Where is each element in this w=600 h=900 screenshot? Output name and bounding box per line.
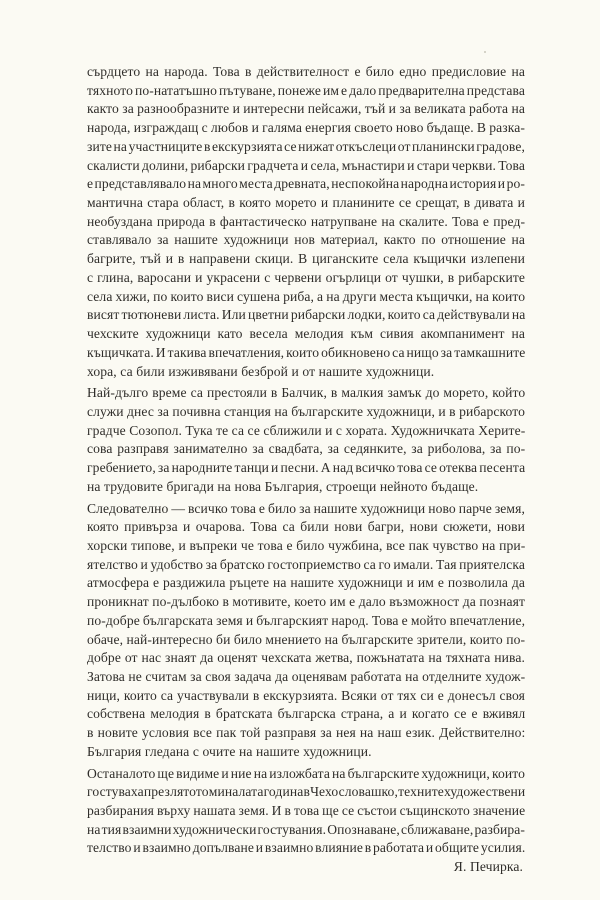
text-line: служи днес за почивна станция на българските художници, и в рибарското bbox=[87, 403, 526, 419]
text-line: необуздана природа в фантастическо натрупване на скалите. Това е пред- bbox=[87, 213, 526, 229]
text-line: атмосфера е раздижила ръцете на нашите художници и им е позволила да bbox=[87, 575, 525, 591]
paragraph-4 bbox=[87, 765, 525, 877]
text-line: на тия взаимни художнически гостувания. Опознаване, сближаване, разбира- bbox=[87, 821, 525, 837]
text-line: хора, са били изживявани безброй и от нашите художници. bbox=[87, 363, 435, 379]
text-line: разбирания върху нашата земя. И в това ще се състои същинското значение bbox=[87, 803, 526, 819]
text-line: сърдцето на народа. Това в действителност е било едно предисловие на bbox=[87, 64, 525, 79]
text-line: Останалото ще видиме и ние на изложбата на българските художници, които bbox=[87, 765, 525, 781]
text-line: багрите, тъй и в направени скици. В циганските села къщички излепени bbox=[87, 251, 525, 267]
text-line: зите на участниците в екскурзията се нижат откъслеци от планински градове, bbox=[87, 138, 525, 154]
text-line: на трудовите бригади на нова България, строещи нейното бъдаще. bbox=[87, 478, 479, 494]
text-line: тяхното по-нататъшно пътуване, понеже им е дало предварителна представа bbox=[87, 82, 525, 98]
text-line: е представлявало на много места древната, неспокойна народна история и ро- bbox=[87, 176, 525, 192]
paragraph-3 bbox=[87, 500, 525, 762]
text-line: сова разправя занимателно за свадбата, за седянките, за риболова, за по- bbox=[87, 441, 526, 457]
text-line: хорски типове, и въпреки че това е било чужбина, все пак чувство на при- bbox=[87, 537, 526, 553]
text-line: с глина, варосани и украсени с червени огърлици от чушки, в рибарските bbox=[87, 269, 525, 285]
text-line: къщичката. И такива впечатления, които обикновено са нищо за тамкашните bbox=[87, 344, 526, 360]
text-line: народа, изграждащ с любов и галяма енергия своето ново бъдаще. В разка- bbox=[87, 120, 525, 136]
text-line: Затова не считам за своя задача да оценявам работата на отделните худож- bbox=[87, 669, 526, 684]
text-line: гостуваха през лятото миналата година в Чехословашко, техните художествени bbox=[87, 784, 526, 800]
paragraph-1 bbox=[87, 63, 525, 381]
text-line: проникнат по-дълбоко в мотивите, което им е дало възможност да познаят bbox=[87, 594, 525, 610]
text-line: села хижи, по които виси сушена риба, а на други места къщички, на които bbox=[87, 288, 526, 304]
text-line: ставлявало за нашите художници нов материал, както по отношение на bbox=[87, 232, 525, 248]
text-line: както за разнообразните и интересни пейсажи, тъй и за великата работа на bbox=[87, 101, 525, 117]
text-line: в новите условия все пак той разправя за нея на наш език. Действително: bbox=[87, 725, 526, 741]
text-line: ятелство и удобство за братско гостоприемство са го имали. Тая приятелска bbox=[87, 556, 525, 572]
text-line: България гледана с очите на нашите художници. bbox=[87, 743, 372, 759]
text-line: висят тютюневи листа. Или цветни рибарски лодки, които са действували на bbox=[87, 307, 526, 323]
text-line: Най-дълго време са престояли в Балчик, в малкия замък до морето, който bbox=[87, 385, 526, 401]
paragraph-2 bbox=[87, 384, 525, 496]
text-line: Следователно — всичко това е било за нашите художници ново парче земя, bbox=[87, 500, 525, 516]
text-line: гребението, за народните танци и песни. А над всичко това се отеква песента bbox=[87, 460, 526, 476]
paper-speck bbox=[484, 51, 486, 53]
text-line: телство и взаимно допълване и взаимно влияние в работата и общите усилия. bbox=[87, 840, 526, 856]
article-body bbox=[87, 63, 525, 880]
text-line: по-добре българската земя и българският народ. Това е мойто впечатление, bbox=[87, 612, 526, 628]
text-line: собствена мелодия в братската българска страна, а и когато се е вживял bbox=[87, 706, 526, 722]
text-line: обаче, най-интересно би било мнението на българските зрители, които по- bbox=[87, 631, 526, 647]
text-line: мантична стара област, в която морето и планините се срещат, в дивата и bbox=[87, 195, 526, 211]
text-line: скалисти долини, рибарски градчета и села, мънастири и стари черкви. Това bbox=[87, 157, 525, 173]
text-line: която привърза и очарова. Това са били нови багри, нови сюжети, нови bbox=[87, 519, 525, 535]
author-signature: Я. Печирка. bbox=[453, 859, 523, 875]
text-line: чехските художници като весела мелодия към сивия акомпанимент на bbox=[87, 326, 525, 342]
text-line: градче Созопол. Тука те са се сближили и с хората. Художничката Херите- bbox=[87, 422, 526, 438]
text-line: ници, които са участвували в екскурзията. Всяки от тях си е донесъл своя bbox=[87, 687, 525, 703]
text-line: добре от нас знаят да оценят чехската жетва, пожънатата на тяхната нива. bbox=[87, 650, 525, 666]
